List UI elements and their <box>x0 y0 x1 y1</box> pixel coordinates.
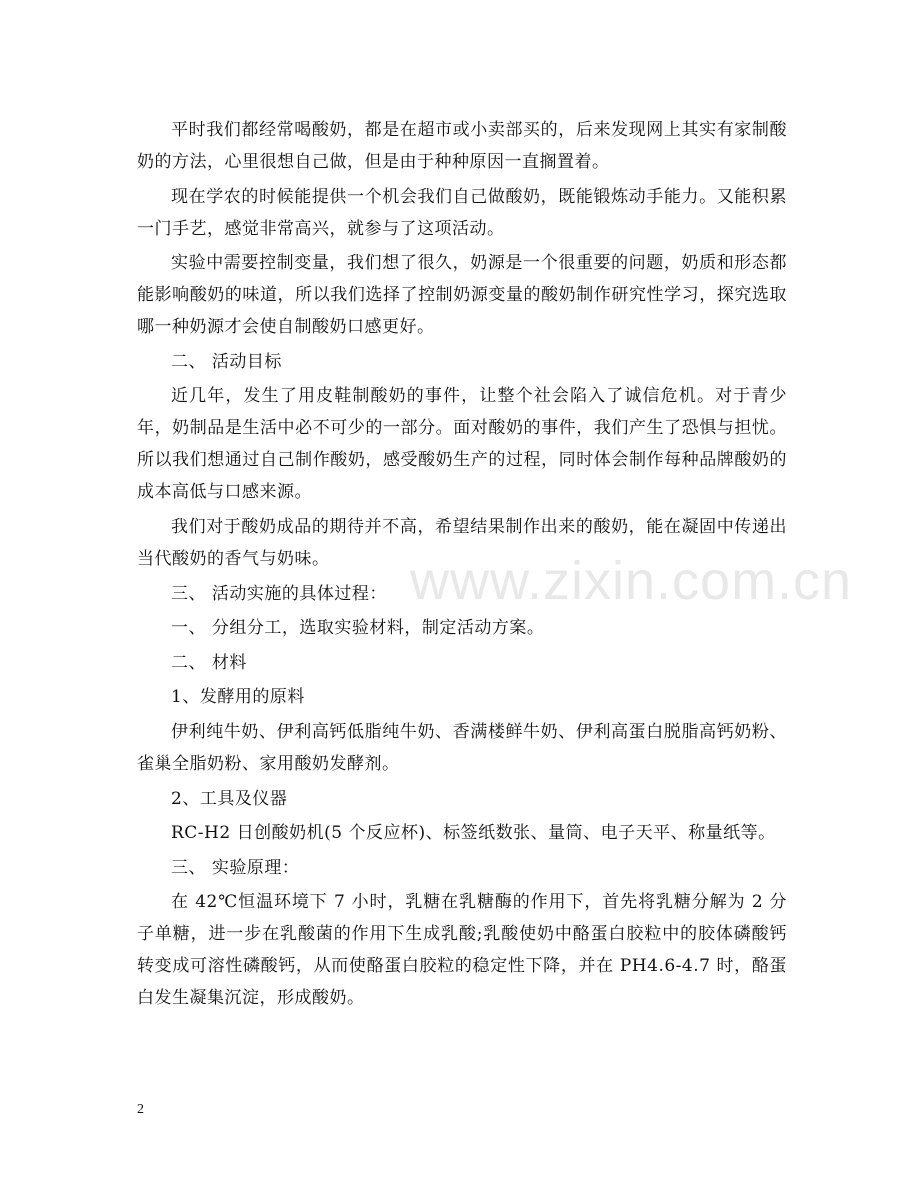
paragraph-2: 现在学农的时候能提供一个机会我们自己做酸奶，既能锻炼动手能力。又能积累一门手艺，感觉非常高兴，就参与了这项活动。 <box>137 186 787 239</box>
subheading-tools: 2、工具及仪器 <box>171 788 288 809</box>
paragraph-4: 近几年，发生了用皮鞋制酸奶的事件，让整个社会陷入了诚信危机。对于青少年，奶制品是生活中必不可少的一部分。面对酸奶的事件，我们产生了恐惧与担忧。所以我们想通过自己制作酸奶，感受酸奶生产的过程，同时体会制作每种品牌酸奶的成本高低与口感来源。 <box>137 386 787 503</box>
paragraph-3: 实验中需要控制变量，我们想了很久，奶源是一个很重要的问题，奶质和形态都能影响酸奶的味道，所以我们选择了控制奶源变量的酸奶制作研究性学习，探究选取哪一种奶源才会使自制酸奶口感更好。 <box>137 253 787 338</box>
page-number: 2 <box>137 1102 144 1117</box>
paragraph-raw-materials: 伊利纯牛奶、伊利高钙低脂纯牛奶、香满楼鲜牛奶、伊利高蛋白脱脂高钙奶粉、雀巢全脂奶粉、家用酸奶发酵剂。 <box>137 721 787 774</box>
section-heading-process: 三、 活动实施的具体过程： <box>171 583 387 604</box>
step-heading-1: 一、 分组分工，选取实验材料，制定活动方案。 <box>171 618 545 639</box>
section-heading-goals: 二、 活动目标 <box>171 351 282 372</box>
paragraph-tools: RC-H2 日创酸奶机(5 个反应杯)、标签纸数张、量筒、电子天平、称量纸等。 <box>171 823 776 844</box>
paragraph-principle: 在 42℃恒温环境下 7 小时，乳糖在乳糖酶的作用下，首先将乳糖分解为 2 分子单糖，进一步在乳酸菌的作用下生成乳酸;乳酸使奶中酪蛋白胶粒中的胶体磷酸钙转变成可溶性磷酸钙，从而使酪蛋白胶粒的稳定性下降，并在 PH4.6-4.7 时，酪蛋白发生凝集沉淀，形成酸奶。 <box>137 892 787 1009</box>
step-heading-principle: 三、 实验原理： <box>171 857 300 878</box>
subheading-raw-materials: 1、发酵用的原料 <box>171 687 305 708</box>
document-body <box>137 114 787 1017</box>
paragraph-5: 我们对于酸奶成品的期待并不高，希望结果制作出来的酸奶，能在凝固中传递出当代酸奶的香气与奶味。 <box>137 516 787 569</box>
watermark: www.zixin.com.cn <box>410 551 853 611</box>
paragraph-1: 平时我们都经常喝酸奶，都是在超市或小卖部买的，后来发现网上其实有家制酸奶的方法，心里很想自己做，但是由于种种原因一直搁置着。 <box>137 120 787 172</box>
step-heading-materials: 二、 材料 <box>171 652 247 673</box>
